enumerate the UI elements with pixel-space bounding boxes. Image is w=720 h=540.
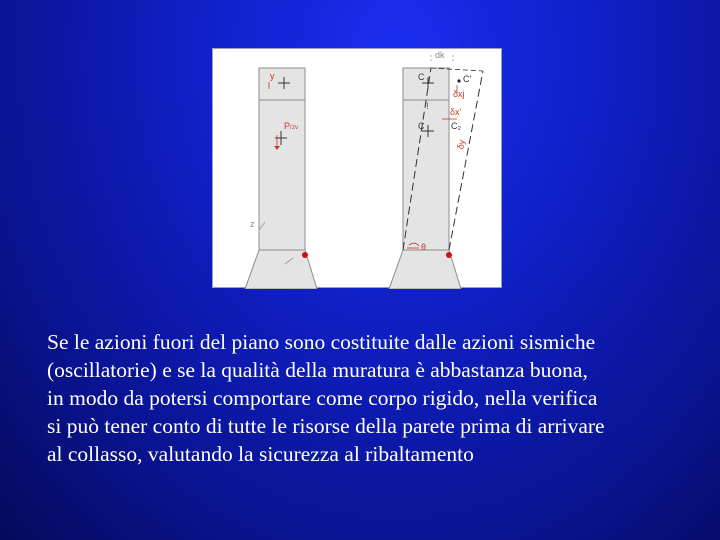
body-line-1: Se le azioni fuori del piano sono costituite dalle azioni sismiche: [47, 330, 596, 354]
right-wall: [403, 68, 449, 250]
dk-label: dk: [435, 50, 445, 60]
body-line-3: in modo da potersi comportare come corpo rigido, nella verifica: [47, 386, 598, 410]
slide-body-text: [47, 328, 687, 468]
dxj-label: δxj: [453, 89, 465, 99]
body-line-4: si può tener conto di tutte le risorse della parete prima di arrivare: [47, 414, 605, 438]
wall-overturning-figure: [212, 48, 502, 288]
left-hinge-dot: [302, 252, 308, 258]
right-hinge-dot: [446, 252, 452, 258]
theta-label: θ: [421, 242, 427, 252]
z-label: z: [250, 219, 255, 229]
y-label: y: [270, 71, 275, 81]
c-prime-label: C': [463, 74, 472, 84]
dx-label: δx': [450, 107, 462, 117]
left-wall: [259, 68, 305, 250]
dy-label: δy: [455, 138, 467, 150]
wall-diagram: [213, 49, 503, 289]
body-line-2: (oscillatorie) e se la qualità della muratura è abbastanza buona,: [47, 358, 588, 382]
body-line-5: al collasso, valutando la sicurezza al ribaltamento: [47, 442, 474, 466]
c-top-label: C: [418, 72, 425, 82]
c2-label: C₂: [451, 121, 461, 131]
p-label: Przv: [284, 121, 299, 131]
c-mid-label: C: [418, 121, 425, 131]
svg-text:!: !: [426, 101, 429, 111]
